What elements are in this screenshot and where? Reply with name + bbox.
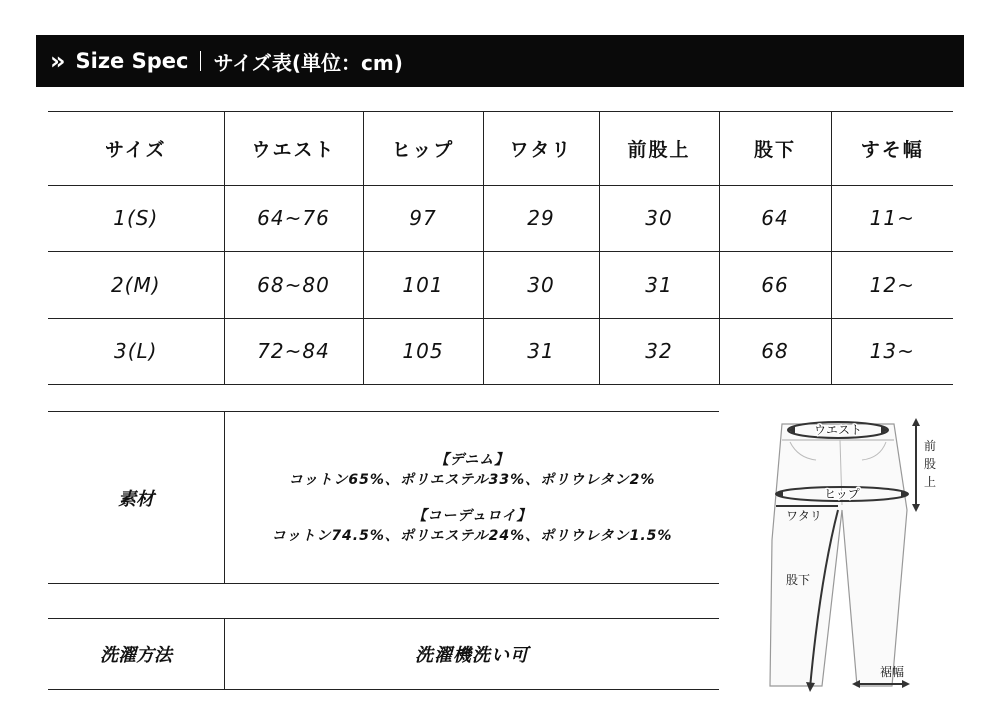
pants-measurement-diagram [762,410,962,700]
material-row [48,411,719,584]
double-chevron-icon: » [50,47,60,75]
table-cell: 64~76 [224,185,363,251]
size-table-header [48,112,953,186]
table-cell: 32 [599,318,719,384]
table-cell: 31 [599,252,719,318]
size-table [48,111,953,385]
rise-label-2: 股 [924,457,937,471]
rise-label-1: 前 [924,439,937,453]
washing-value: 洗濯機洗い可 [415,645,529,666]
column-header: サイズ [48,112,224,186]
thigh-label: ワタリ [786,509,822,523]
pants-illustration [762,410,962,700]
washing-row [48,618,719,690]
table-cell: 3(L) [48,318,224,384]
table-cell: 68~80 [224,252,363,318]
washing-label: 洗濯方法 [48,619,225,689]
column-header: 前股上 [599,112,719,186]
table-cell: 11~ [831,185,953,251]
table-cell: 66 [719,252,831,318]
table-cell: 12~ [831,252,953,318]
column-header: ヒップ [363,112,483,186]
page-header [36,35,964,87]
table-cell: 2(M) [48,252,224,318]
table-cell: 1(S) [48,185,224,251]
column-header: ワタリ [483,112,599,186]
arrowhead [912,418,920,426]
corduroy-composition: コットン74.5%、ポリエステル24%、ポリウレタン1.5% [271,527,673,544]
table-cell: 97 [363,185,483,251]
table-cell: 30 [599,185,719,251]
table-cell: 31 [483,318,599,384]
column-header: ウエスト [224,112,363,186]
table-row [48,185,953,251]
table-cell: 72~84 [224,318,363,384]
column-header: 股下 [719,112,831,186]
material-value [225,412,719,583]
table-cell: 13~ [831,318,953,384]
header-divider [200,51,201,71]
hem-label: 裾幅 [880,665,905,679]
header-title-ja: サイズ表(単位：cm) [213,50,403,75]
arrowhead [806,682,815,692]
arrowhead [912,504,920,512]
hip-label: ヒップ [824,487,860,501]
rise-label-3: 上 [924,475,937,489]
pants-outline [770,424,907,686]
arrowhead [902,680,910,688]
table-row [48,318,953,384]
waist-label: ウエスト [813,423,863,437]
header-title-en: Size Spec [75,49,189,73]
table-cell: 68 [719,318,831,384]
table-cell: 64 [719,185,831,251]
table-cell: 29 [483,185,599,251]
table-cell: 30 [483,252,599,318]
table-cell: 101 [363,252,483,318]
inseam-label: 股下 [786,573,811,587]
corduroy-title: 【コーデュロイ】 [412,507,532,524]
table-row [48,252,953,318]
denim-title: 【デニム】 [434,451,510,468]
table-cell: 105 [363,318,483,384]
denim-composition: コットン65%、ポリエステル33%、ポリウレタン2% [288,471,656,488]
column-header: すそ幅 [831,112,953,186]
material-label: 素材 [48,412,225,583]
